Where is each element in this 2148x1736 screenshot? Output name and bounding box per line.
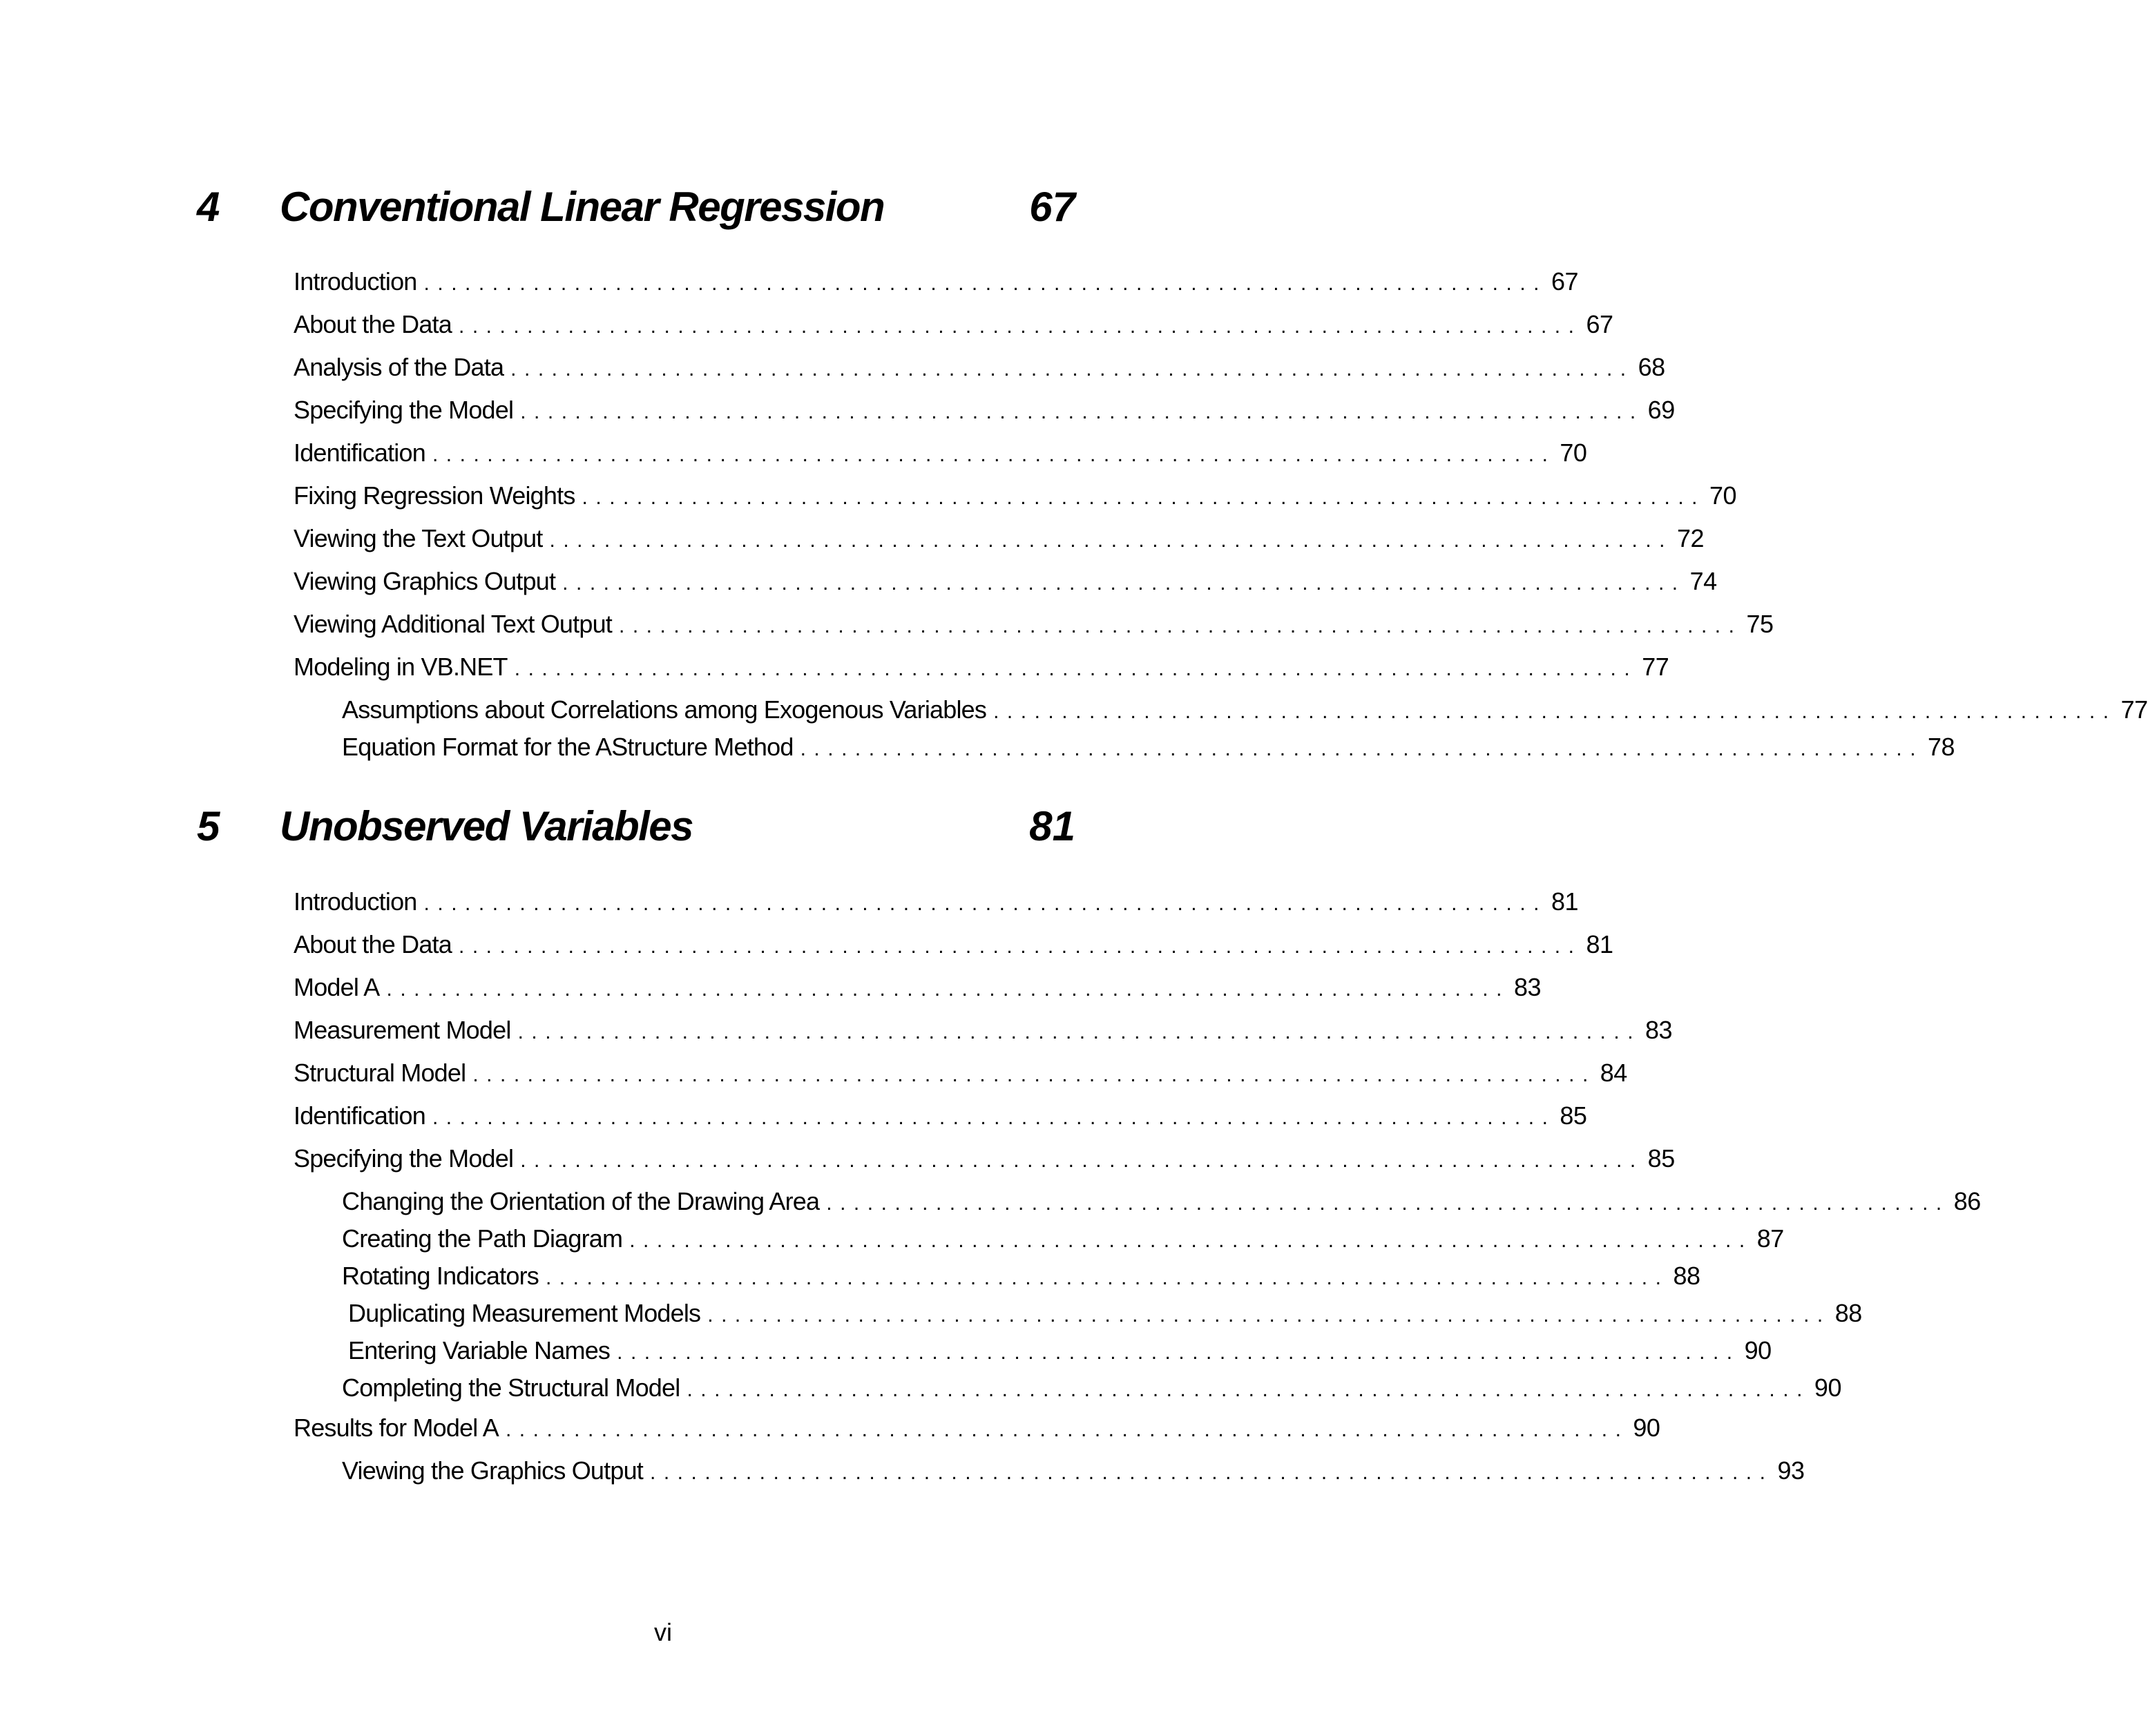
- toc-entry-duplicating-measurement-models[interactable]: [348, 1297, 1862, 1330]
- toc-leader-dots: ..................................................................................: [458, 315, 1582, 338]
- toc-entry-entering-variable-names[interactable]: [348, 1334, 1772, 1367]
- toc-entry-page: 75: [1746, 610, 1774, 638]
- toc-leader-dots: ..................................................................................: [520, 401, 1644, 423]
- toc-leader-dots: ..................................................................................: [707, 1304, 1831, 1327]
- toc-entry-label: Changing the Orientation of the Drawing Area: [342, 1187, 820, 1215]
- chapter-heading-4: [197, 176, 1075, 238]
- toc-entry-label: Analysis of the Data: [294, 353, 504, 381]
- toc-entry-label: About the Data: [294, 930, 452, 958]
- toc-entry-fixing-regression-weights[interactable]: [294, 479, 1737, 512]
- toc-leader-dots: ..................................................................................: [505, 1418, 1629, 1441]
- toc-leader-dots: ..................................................................................: [687, 1378, 1810, 1401]
- toc-entry-page: 70: [1709, 481, 1737, 510]
- toc-leader-dots: ..................................................................................: [619, 615, 1743, 637]
- toc-entry-label: Introduction: [294, 887, 417, 916]
- toc-entry-label: Rotating Indicators: [342, 1262, 539, 1290]
- toc-entry-label: Viewing the Text Output: [294, 524, 543, 552]
- chapter-number: 5: [197, 803, 220, 849]
- toc-entry-model-a[interactable]: [294, 971, 1541, 1004]
- toc-leader-dots: ..................................................................................: [517, 1021, 1642, 1043]
- toc-entry-page: 83: [1645, 1016, 1673, 1044]
- toc-entry-identification[interactable]: [294, 436, 1587, 470]
- chapter-title: Conventional Linear Regression: [280, 184, 885, 230]
- toc-entry-specifying-the-model[interactable]: [294, 1142, 1675, 1175]
- toc-leader-dots: ..................................................................................: [549, 529, 1673, 552]
- toc-entry-label: Creating the Path Diagram: [342, 1224, 623, 1253]
- chapter-heading-5: [197, 795, 1075, 858]
- toc-entry-page: 74: [1689, 567, 1717, 595]
- toc-entry-assumptions-about-correlations[interactable]: [342, 693, 2148, 726]
- toc-entry-label: Introduction: [294, 267, 417, 296]
- toc-entry-page: 77: [1642, 653, 1669, 681]
- toc-entry-viewing-additional-text-output[interactable]: [294, 608, 1774, 641]
- toc-entry-identification[interactable]: [294, 1099, 1587, 1132]
- toc-leader-dots: ..................................................................................: [650, 1461, 1774, 1484]
- toc-entry-measurement-model[interactable]: [294, 1014, 1673, 1047]
- toc-entry-page: 81: [1586, 930, 1613, 958]
- toc-entry-results-for-model-a[interactable]: [294, 1411, 1660, 1445]
- toc-entry-about-the-data[interactable]: [294, 928, 1613, 961]
- toc-entry-label: Results for Model A: [294, 1414, 499, 1442]
- toc-entry-page: 88: [1834, 1299, 1862, 1327]
- toc-entry-structural-model[interactable]: [294, 1057, 1627, 1090]
- toc-entry-page: 84: [1600, 1059, 1627, 1087]
- toc-entry-page: 87: [1756, 1224, 1784, 1253]
- toc-entry-label: About the Data: [294, 310, 452, 338]
- toc-entry-introduction[interactable]: [294, 265, 1579, 298]
- toc-entry-specifying-the-model[interactable]: [294, 394, 1675, 427]
- toc-entry-page: 81: [1551, 887, 1579, 916]
- toc-entry-label: Viewing the Graphics Output: [342, 1456, 643, 1485]
- toc-entry-label: Specifying the Model: [294, 1144, 514, 1173]
- toc-leader-dots: ..................................................................................: [520, 1149, 1644, 1172]
- toc-entry-label: Identification: [294, 1101, 425, 1130]
- toc-leader-dots: ..................................................................................: [386, 978, 1510, 1001]
- toc-entry-label: Equation Format for the AStructure Method: [342, 733, 794, 761]
- toc-entry-label: Fixing Regression Weights: [294, 481, 575, 510]
- toc-leader-dots: ..................................................................................: [582, 486, 1705, 509]
- toc-entry-label: Measurement Model: [294, 1016, 511, 1044]
- toc-entry-rotating-indicators[interactable]: [342, 1260, 1700, 1293]
- toc-entry-page: 72: [1676, 524, 1705, 552]
- chapter-number: 4: [197, 184, 220, 230]
- chapter-page-number: 81: [1029, 803, 1075, 849]
- toc-entry-label: Model A: [294, 973, 380, 1001]
- toc-entry-analysis-of-the-data[interactable]: [294, 351, 1665, 384]
- toc-entry-label: Identification: [294, 438, 425, 467]
- toc-entry-page: 69: [1647, 396, 1675, 424]
- toc-entry-label: Specifying the Model: [294, 396, 514, 424]
- chapter-page-number: 67: [1029, 184, 1075, 230]
- toc-entry-about-the-data[interactable]: [294, 308, 1613, 341]
- toc-entry-page: 83: [1513, 973, 1541, 1001]
- toc-entry-label: Assumptions about Correlations among Exogenous Variables: [342, 695, 987, 724]
- toc-leader-dots: ..................................................................................: [629, 1229, 1753, 1252]
- toc-entry-page: 88: [1673, 1262, 1700, 1290]
- toc-leader-dots: ..................................................................................: [545, 1266, 1669, 1289]
- toc-entry-changing-the-orientation[interactable]: [342, 1185, 1981, 1218]
- toc-entry-creating-the-path-diagram[interactable]: [342, 1222, 1784, 1255]
- toc-entry-viewing-graphics-output[interactable]: [294, 565, 1717, 598]
- toc-entry-completing-the-structural-model[interactable]: [342, 1371, 1841, 1405]
- toc-leader-dots: ..................................................................................: [432, 443, 1556, 466]
- toc-entry-label: Modeling in VB.NET: [294, 653, 508, 681]
- toc-leader-dots: ..................................................................................: [993, 700, 2117, 723]
- toc-entry-label: Viewing Graphics Output: [294, 567, 556, 595]
- toc-leader-dots: ..................................................................................: [562, 572, 1686, 595]
- toc-leader-dots: ..................................................................................: [800, 737, 1924, 760]
- toc-entry-page: 86: [1953, 1187, 1981, 1215]
- toc-leader-dots: ..................................................................................: [826, 1192, 1950, 1215]
- toc-leader-dots: ..................................................................................: [514, 657, 1638, 680]
- toc-leader-dots: ..................................................................................: [617, 1341, 1741, 1364]
- toc-entry-page: 68: [1638, 353, 1665, 381]
- toc-entry-label: Viewing Additional Text Output: [294, 610, 612, 638]
- toc-entry-page: 90: [1744, 1336, 1772, 1364]
- toc-leader-dots: ..................................................................................: [472, 1063, 1596, 1086]
- toc-entry-label: Duplicating Measurement Models: [348, 1299, 701, 1327]
- toc-entry-page: 67: [1551, 267, 1579, 296]
- toc-entry-page: 85: [1560, 1101, 1587, 1130]
- toc-entry-equation-format[interactable]: [342, 731, 1955, 764]
- toc-entry-page: 67: [1586, 310, 1613, 338]
- toc-entry-page: 85: [1647, 1144, 1675, 1173]
- toc-entry-page: 77: [2120, 695, 2148, 724]
- toc-leader-dots: ..................................................................................: [423, 892, 1547, 915]
- toc-entry-modeling-in-vbnet[interactable]: [294, 650, 1669, 684]
- chapter-title: Unobserved Variables: [280, 803, 693, 849]
- toc-entry-label: Entering Variable Names: [348, 1336, 611, 1364]
- toc-entry-page: 78: [1928, 733, 1955, 761]
- toc-entry-page: 90: [1814, 1373, 1841, 1402]
- toc-leader-dots: ..................................................................................: [423, 272, 1547, 295]
- toc-entry-page: 70: [1560, 438, 1587, 467]
- page-number-footer: vi: [654, 1618, 672, 1646]
- toc-leader-dots: ..................................................................................: [458, 935, 1582, 958]
- toc-entry-label: Completing the Structural Model: [342, 1373, 680, 1402]
- toc-entry-page: 90: [1633, 1414, 1660, 1442]
- toc-entry-viewing-the-text-output[interactable]: [294, 522, 1705, 555]
- toc-leader-dots: ..................................................................................: [432, 1106, 1556, 1129]
- toc-entry-introduction[interactable]: [294, 885, 1579, 918]
- toc-entry-viewing-the-graphics-output[interactable]: [342, 1454, 1805, 1487]
- toc-entry-label: Structural Model: [294, 1059, 466, 1087]
- toc-leader-dots: ..................................................................................: [510, 358, 1634, 380]
- toc-entry-page: 93: [1777, 1456, 1805, 1485]
